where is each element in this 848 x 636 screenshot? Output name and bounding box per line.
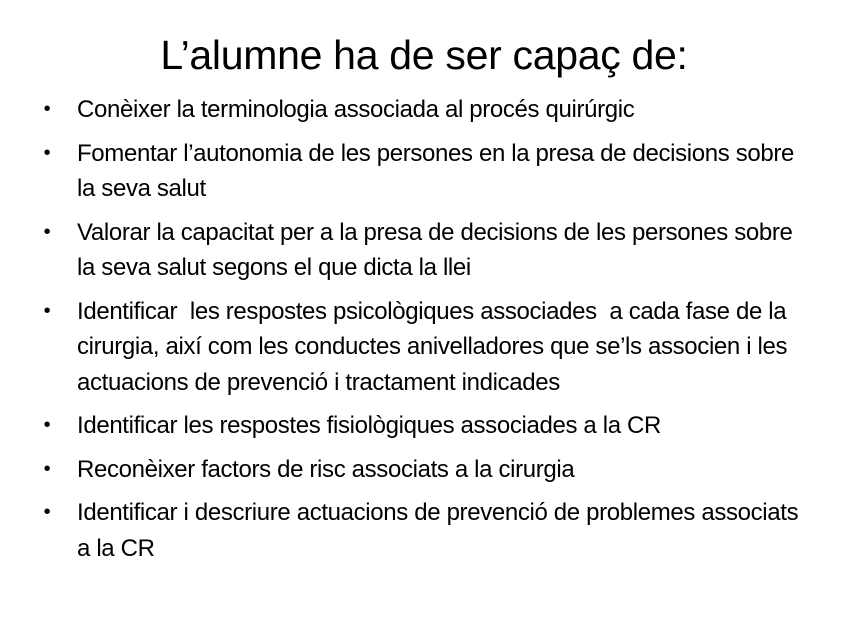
bullet-item [40,408,810,444]
bullet-marker: • [43,457,51,480]
bullet-marker: • [43,98,51,120]
bullet-item [40,215,810,286]
bullet-text: Identificar les respostes psicològiques associades a cada fase de la cirurgia, així com les conductes anivelladores que se’ls associen i les actuacions de prevenció i tractament indicades [77,297,794,396]
bullet-text: Identificar i descriure actuacions de prevenció de problemes associats a la CR [77,499,799,562]
bullet-item [40,136,810,207]
bullet-marker: • [43,141,51,164]
bullet-item [40,495,810,566]
bullet-marker: • [43,501,51,523]
bullet-list [40,92,810,574]
bullet-item [40,452,810,488]
bullet-item [40,92,810,128]
bullet-item [40,294,810,401]
bullet-text: Reconèixer factors de risc associats a la cirurgia [77,455,575,483]
bullet-marker: • [43,414,51,436]
bullet-text: Fomentar l’autonomia de les persones en la presa de decisions sobre la seva salut [77,139,794,202]
bullet-text: Valorar la capacitat per a la presa de decisions de les persones sobre la seva salut segons el que dicta la llei [77,218,793,281]
slide-title: L’alumne ha de ser capaç de: [160,32,688,78]
bullet-marker: • [43,299,51,322]
bullet-text: Identificar les respostes fisiològiques associades a la CR [77,412,662,439]
bullet-text: Conèixer la terminologia associada al procés quirúrgic [77,96,635,123]
bullet-marker: • [43,220,51,243]
